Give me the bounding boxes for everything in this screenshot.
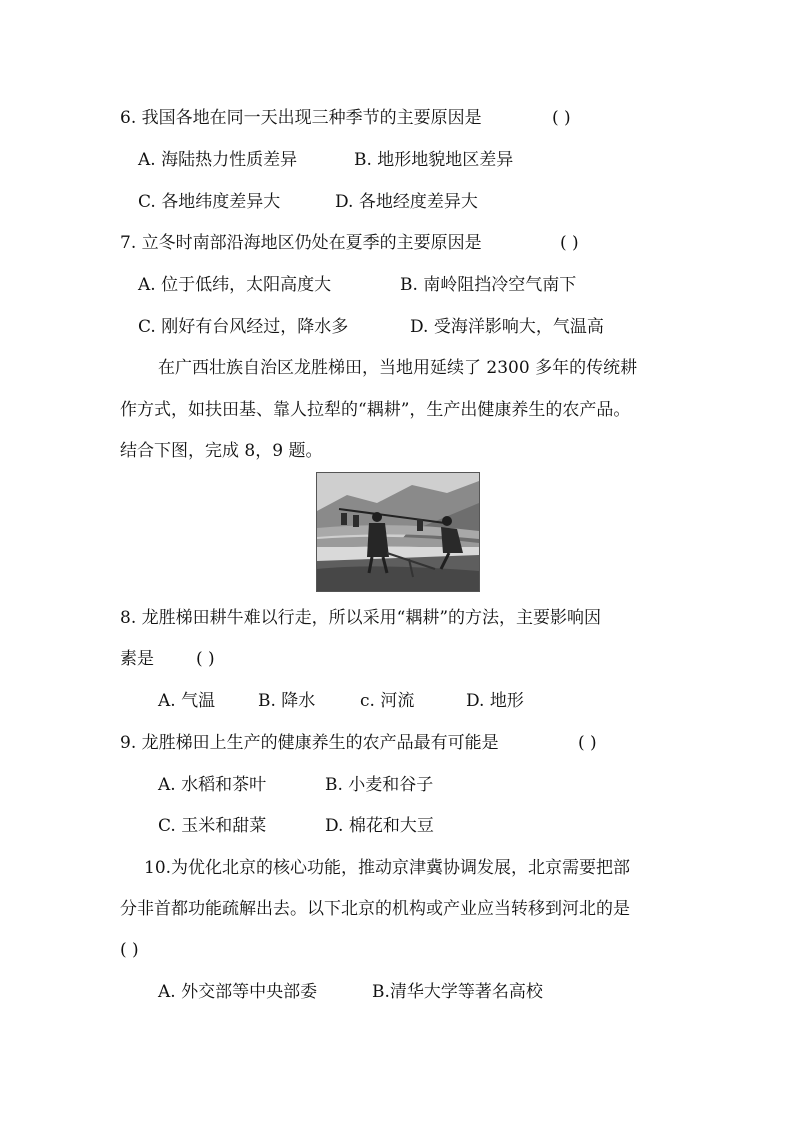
q9-stem: 9. 龙胜梯田上生产的健康养生的农产品最有可能是 bbox=[120, 733, 499, 753]
q8-option-b: B. 降水 bbox=[258, 691, 316, 711]
q9-option-c: C. 玉米和甜菜 bbox=[158, 816, 267, 836]
q6-option-c: C. 各地纬度差异大 bbox=[138, 192, 281, 212]
passage-line-2: 作方式，如扶田基、靠人拉犁的“耦耕”，生产出健康养生的农产品。 bbox=[120, 400, 631, 420]
q7-option-d: D. 受海洋影响大，气温高 bbox=[410, 317, 604, 337]
q7-stem: 7. 立冬时南部沿海地区仍处在夏季的主要原因是 bbox=[120, 233, 482, 253]
passage-line-1: 在广西壮族自治区龙胜梯田，当地用延续了 2300 多年的传统耕 bbox=[158, 358, 638, 378]
q10-option-a: A. 外交部等中央部委 bbox=[158, 982, 318, 1002]
q6-option-d: D. 各地经度差异大 bbox=[335, 192, 478, 212]
q6-answer-blank: ( ) bbox=[552, 108, 571, 128]
q10-option-b: B.清华大学等著名高校 bbox=[372, 982, 543, 1002]
q10-stem-line-2: 分非首都功能疏解出去。以下北京的机构或产业应当转移到河北的是 bbox=[120, 899, 630, 919]
q6-stem: 6. 我国各地在同一天出现三种季节的主要原因是 bbox=[120, 108, 482, 128]
q7-option-a: A. 位于低纬，太阳高度大 bbox=[138, 275, 332, 295]
q9-option-a: A. 水稻和茶叶 bbox=[158, 775, 267, 795]
q8-option-c: c. 河流 bbox=[360, 691, 415, 711]
q7-answer-blank: ( ) bbox=[560, 233, 579, 253]
passage-line-3: 结合下图，完成 8，9 题。 bbox=[120, 441, 323, 461]
q7-option-b: B. 南岭阻挡冷空气南下 bbox=[400, 275, 577, 295]
q8-stem-line-2: 素是 bbox=[120, 649, 154, 669]
q7-option-c: C. 刚好有台风经过，降水多 bbox=[138, 317, 349, 337]
q10-answer-blank: ( ) bbox=[120, 940, 139, 960]
q6-option-a: A. 海陆热力性质差异 bbox=[138, 150, 298, 170]
q9-option-d: D. 棉花和大豆 bbox=[325, 816, 434, 836]
q8-stem-line-1: 8. 龙胜梯田耕牛难以行走，所以采用“耦耕”的方法，主要影响因 bbox=[120, 608, 602, 628]
q10-stem-line-1: 10.为优化北京的核心功能，推动京津冀协调发展，北京需要把部 bbox=[144, 858, 631, 878]
q9-option-b: B. 小麦和谷子 bbox=[325, 775, 434, 795]
q8-answer-blank: ( ) bbox=[196, 649, 215, 669]
q9-answer-blank: ( ) bbox=[578, 733, 597, 753]
terrace-farming-illustration bbox=[317, 473, 479, 591]
q8-option-d: D. 地形 bbox=[466, 691, 524, 711]
q6-option-b: B. 地形地貌地区差异 bbox=[354, 150, 514, 170]
q8-option-a: A. 气温 bbox=[158, 691, 216, 711]
terrace-farming-photo bbox=[316, 472, 480, 592]
